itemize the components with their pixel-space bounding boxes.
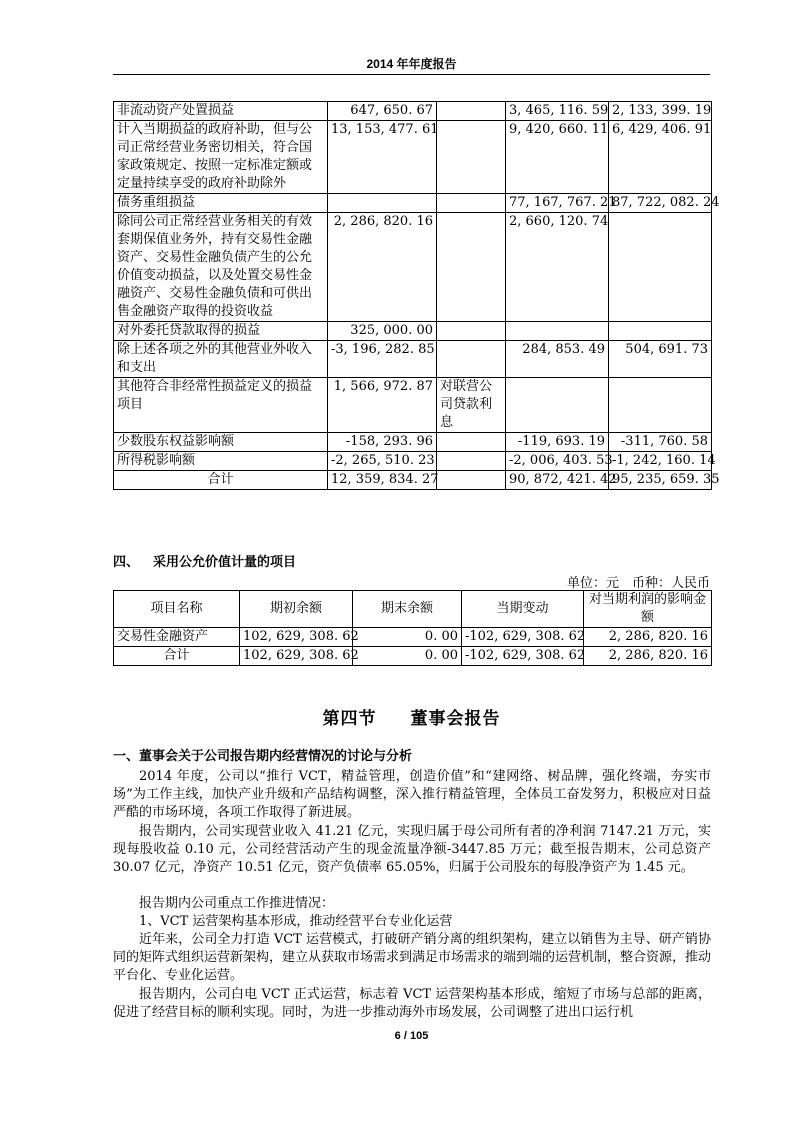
cell-v2014: 1, 566, 972. 87 [328, 378, 437, 433]
cell-v2012: 6, 429, 406. 91 [609, 121, 712, 194]
cell-v2014: 13, 153, 477. 61 [328, 121, 437, 194]
cell-v2013: -2, 006, 403. 53 [506, 452, 609, 471]
column-header: 项目名称 [114, 591, 240, 628]
cell-v2014: 12, 359, 834. 27 [328, 471, 437, 490]
cell-note [437, 121, 506, 194]
cell-note [437, 433, 506, 452]
table-cell: -102, 629, 308. 62 [462, 647, 584, 666]
cell-note [437, 341, 506, 378]
table-row [114, 647, 712, 666]
paragraph: 报告期内，公司白电 VCT 正式运营，标志着 VCT 运营架构基本形成，缩短了市场与总部的距离，促进了经营目标的顺利实现。同时，为进一步推动海外市场发展，公司调整了进出口运行机 [113, 987, 711, 1020]
heading-discussion: 一、董事会关于公司报告期内经营情况的讨论与分析 [113, 749, 413, 764]
table-cell: 0. 00 [353, 647, 462, 666]
paragraph: 1、VCT 运营架构基本形成，推动经营平台专业化运营 [139, 914, 453, 929]
cell-v2012 [609, 378, 712, 433]
table-cell: 交易性金融资产 [114, 628, 240, 647]
cell-v2012: -1, 242, 160. 14 [609, 452, 712, 471]
table-cell: 2, 286, 820. 16 [584, 628, 712, 647]
cell-item: 除同公司正常经营业务相关的有效套期保值业务外，持有交易性金融资产、交易性金融负债产生的公允价值变动损益，以及处置交易性金融资产、交易性金融负债和可供出售金融资产取得的投资收益 [114, 213, 328, 322]
cell-v2012: -311, 760. 58 [609, 433, 712, 452]
cell-v2014: 647, 650. 67 [328, 102, 437, 121]
cell-v2013: 9, 420, 660. 11 [506, 121, 609, 194]
table-row [114, 121, 712, 194]
table-row [114, 378, 712, 433]
table-row [114, 213, 712, 322]
cell-v2013: 2, 660, 120. 74 [506, 213, 609, 322]
cell-v2014: -2, 265, 510. 23 [328, 452, 437, 471]
cell-item: 债务重组损益 [114, 194, 328, 213]
cell-note [437, 194, 506, 213]
table-header-row [114, 591, 712, 628]
table-cell: 102, 629, 308. 62 [240, 628, 353, 647]
page-header: 2014 年年度报告 [366, 57, 457, 71]
non-recurring-gains-table [113, 101, 720, 490]
header-divider [113, 74, 710, 75]
cell-item: 少数股东权益影响额 [114, 433, 328, 452]
table-row [114, 341, 712, 378]
cell-note [437, 102, 506, 121]
cell-v2013: -119, 693. 19 [506, 433, 609, 452]
section-number: 四、 [113, 555, 140, 570]
table-row [114, 102, 712, 121]
cell-note [437, 213, 506, 322]
section-heading [113, 551, 296, 570]
cell-item: 其他符合非经常性损益定义的损益项目 [114, 378, 328, 433]
table-row [114, 433, 712, 452]
cell-v2012: 95, 235, 659. 35 [609, 471, 712, 490]
cell-note: 对联营公司贷款利息 [437, 378, 506, 433]
cell-v2014: -158, 293. 96 [328, 433, 437, 452]
unit-line: 单位：元 币种：人民币 [566, 576, 710, 591]
table-row [114, 194, 712, 213]
table-cell: 2, 286, 820. 16 [584, 647, 712, 666]
column-header: 当期变动 [462, 591, 584, 628]
cell-v2013: 77, 167, 767. 21 [506, 194, 609, 213]
cell-v2013: 90, 872, 421. 42 [506, 471, 609, 490]
column-header: 期末余额 [353, 591, 462, 628]
paragraph: 报告期内公司重点工作推进情况： [139, 896, 335, 911]
cell-v2012: 504, 691. 73 [609, 341, 712, 378]
cell-item: 所得税影响额 [114, 452, 328, 471]
cell-v2012 [609, 322, 712, 341]
cell-item: 合计 [114, 471, 328, 490]
cell-v2012 [609, 213, 712, 322]
paragraph: 2014 年度，公司以“推行 VCT，精益管理，创造价值”和“建网络、树品牌，强化终端，夯实市场”为工作主线，加快产业升级和产品结构调整，深入推行精益管理，全体员工奋发努力，积极应对日益严酷的市场环境，各项工作取得了新进展。 [113, 769, 711, 820]
cell-v2013 [506, 322, 609, 341]
cell-item: 非流动资产处置损益 [114, 102, 328, 121]
cell-v2013: 3, 465, 116. 59 [506, 102, 609, 121]
page-number: 6 / 105 [394, 1030, 429, 1042]
cell-item: 除上述各项之外的其他营业外收入和支出 [114, 341, 328, 378]
table-row [114, 322, 712, 341]
cell-item: 对外委托贷款取得的损益 [114, 322, 328, 341]
column-header: 对当期利润的影响金额 [584, 591, 712, 628]
cell-v2014: -3, 196, 282. 85 [328, 341, 437, 378]
chapter-name: 董事会报告 [410, 709, 501, 729]
fair-value-table [113, 590, 712, 666]
cell-note [437, 471, 506, 490]
cell-v2014 [328, 194, 437, 213]
column-header: 期初余额 [240, 591, 353, 628]
cell-v2013: 284, 853. 49 [506, 341, 609, 378]
table-cell: 0. 00 [353, 628, 462, 647]
table-cell: 102, 629, 308. 62 [240, 647, 353, 666]
cell-v2012: 2, 133, 399. 19 [609, 102, 712, 121]
chapter-title [113, 704, 710, 729]
cell-v2014: 2, 286, 820. 16 [328, 213, 437, 322]
table-row [114, 628, 712, 647]
cell-note [437, 322, 506, 341]
table-cell: -102, 629, 308. 62 [462, 628, 584, 647]
section-title: 采用公允价值计量的项目 [153, 555, 297, 570]
cell-note [437, 452, 506, 471]
cell-v2012: 87, 722, 082. 24 [609, 194, 712, 213]
cell-item: 计入当期损益的政府补助，但与公司正常经营业务密切相关，符合国家政策规定、按照一定标准定额或定量持续享受的政府补助除外 [114, 121, 328, 194]
table-total-row [114, 471, 712, 490]
paragraph: 报告期内，公司实现营业收入 41.21 亿元，实现归属于母公司所有者的净利润 7147.21 万元，实现每股收益 0.10 元，公司经营活动产生的现金流量净额-3447.85 万元；截至报告期末，公司总资产 30.07 亿元，净资产 10.51 亿元，资产负债率 65.05%，归属于公司股东的每股净资产为 1.45 元。 [113, 824, 711, 875]
table-row [114, 452, 712, 471]
chapter-number: 第四节 [322, 709, 377, 729]
cell-v2014: 325, 000. 00 [328, 322, 437, 341]
paragraph: 近年来，公司全力打造 VCT 运营模式，打破研产销分离的组织架构，建立以销售为主导、研产销协同的矩阵式组织运营新架构，建立从获取市场需求到满足市场需求的端到端的运营机制，整合资源，推动平台化、专业化运营。 [113, 932, 712, 983]
table-cell: 合计 [114, 647, 240, 666]
cell-v2013 [506, 378, 609, 433]
